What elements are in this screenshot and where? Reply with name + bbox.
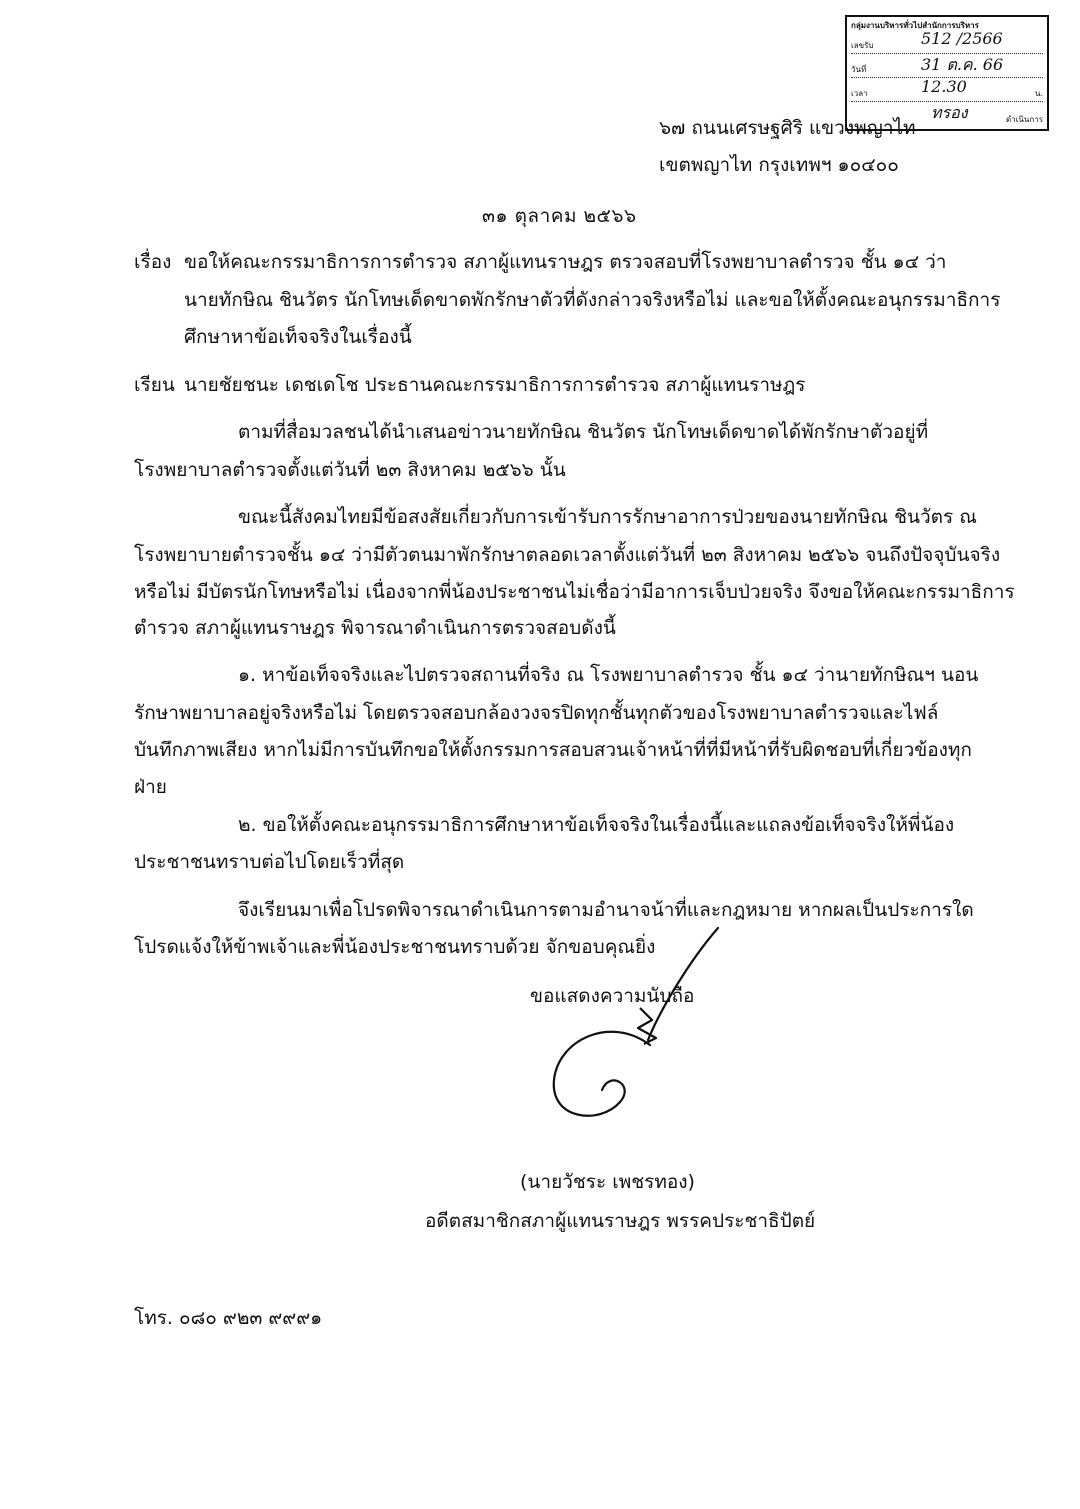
stamp-row-value: ทรอง	[931, 103, 968, 122]
subject-label: เรื่อง	[134, 251, 172, 273]
stamp-row-date	[851, 57, 1043, 78]
closing-text: ขอแสดงความนับถือ	[530, 985, 695, 1007]
signer-title: อดีตสมาชิกสภาผู้แทนราษฎร พรรคประชาธิปัตย์	[425, 1210, 816, 1232]
stamp-row-value: 12.30	[921, 77, 967, 96]
stamp-row-label: เวลา	[851, 89, 868, 98]
body-line: ตามที่สื่อมวลชนได้นำเสนอข่าวนายทักษิณ ชินวัตร นักโทษเด็ดขาดได้พักรักษาตัวอยู่ที่	[238, 421, 929, 443]
sender-address-line1: ๖๗ ถนนเศรษฐศิริ แขวงพญาไท	[659, 117, 916, 139]
subject-line: ขอให้คณะกรรมาธิการการตำรวจ สภาผู้แทนราษฎร ตรวจสอบที่โรงพยาบาลตำรวจ ชั้น ๑๔ ว่า	[184, 251, 947, 273]
subject-line: นายทักษิณ ชินวัตร นักโทษเด็ดขาดพักรักษาตัวที่ดังกล่าวจริงหรือไม่ และขอให้ตั้งคณะอนุกรรมาธิการ	[184, 289, 1001, 311]
body-line: บันทึกภาพเสียง หากไม่มีการบันทึกขอให้ตั้งกรรมการสอบสวนเจ้าหน้าที่ที่มีหน้าที่รับผิดชอบที่เกี่ยวข้องทุก	[134, 739, 972, 761]
stamp-row-value: 31 ต.ค. 66	[921, 55, 1004, 74]
stamp-row-number	[851, 29, 1043, 54]
body-line: โรงพยาบายตำรวจชั้น ๑๔ ว่ามีตัวตนมาพักรักษาตลอดเวลาตั้งแต่วันที่ ๒๓ สิงหาคม ๒๕๖๖ จนถึงปัจจุบันจริง	[134, 544, 1001, 566]
body-line: ประชาชนทราบต่อไปโดยเร็วที่สุด	[134, 851, 405, 873]
body-line: จึงเรียนมาเพื่อโปรดพิจารณาดำเนินการตามอำนาจน้าที่และกฎหมาย หากผลเป็นประการใด	[238, 899, 974, 921]
body-line: ฝ่าย	[134, 776, 167, 798]
signer-name: (นายวัชระ เพชรทอง)	[520, 1171, 695, 1193]
handwritten-signature-icon	[540, 920, 740, 1130]
salutation-label: เรียน	[134, 374, 175, 396]
stamp-tail: ดำเนินการ	[1006, 115, 1043, 124]
stamp-row-label: วันที่	[851, 65, 867, 74]
body-line: ขณะนี้สังคมไทยมีข้อสงสัยเกี่ยวกับการเข้ารับการรักษาอาการป่วยของนายทักษิณ ชินวัตร ณ	[238, 506, 977, 528]
letter-date: ๓๑ ตุลาคม ๒๕๖๖	[482, 205, 637, 227]
stamp-row-label: เลขรับ	[851, 41, 874, 50]
stamp-row-value: 512 /2566	[921, 29, 1003, 48]
sender-address-line2: เขตพญาไท กรุงเทพฯ ๑๐๔๐๐	[659, 154, 899, 176]
body-line: รักษาพยาบาลอยู่จริงหรือไม่ โดยตรวจสอบกล้องวงจรปิดทุกชั้นทุกตัวของโรงพยาบาลตำรวจและไฟล์	[134, 702, 939, 724]
phone-number: โทร. ๐๘๐ ๙๒๓ ๙๙๙๑	[134, 1307, 323, 1329]
body-line: ตำรวจ สภาผู้แทนราษฎร พิจารณาดำเนินการตรวจสอบดังนี้	[134, 617, 616, 639]
body-line: ๑. หาข้อเท็จจริงและไปตรวจสถานที่จริง ณ โรงพยาบาลตำรวจ ชั้น ๑๔ ว่านายทักษิณฯ นอน	[238, 664, 979, 686]
stamp-row-time	[851, 77, 1043, 102]
body-line: ๒. ขอให้ตั้งคณะอนุกรรมาธิการศึกษาหาข้อเท็จจริงในเรื่องนี้และแถลงข้อเท็จจริงให้พี่น้อง	[238, 814, 955, 836]
body-line: โรงพยาบาลตำรวจตั้งแต่วันที่ ๒๓ สิงหาคม ๒๕๖๖ นั้น	[134, 459, 566, 481]
salutation-text: นายชัยชนะ เดชเดโช ประธานคณะกรรมาธิการการตำรวจ สภาผู้แทนราษฎร	[184, 374, 806, 396]
body-line: หรือไม่ มีบัตรนักโทษหรือไม่ เนื่องจากพี่น้องประชาชนไม่เชื่อว่ามีอาการเจ็บป่วยจริง จึงขอให้คณะกรรมาธิการ	[134, 581, 1015, 603]
stamp-header: กลุ่มงานบริหารทั่วไปสำนักการบริหาร	[851, 21, 979, 30]
subject-line: ศึกษาหาข้อเท็จจริงในเรื่องนี้	[184, 326, 412, 348]
stamp-time-unit: น.	[1034, 89, 1043, 98]
body-line: โปรดแจ้งให้ข้าพเจ้าและพี่น้องประชาชนทราบด้วย จักขอบคุณยิ่ง	[134, 936, 656, 958]
